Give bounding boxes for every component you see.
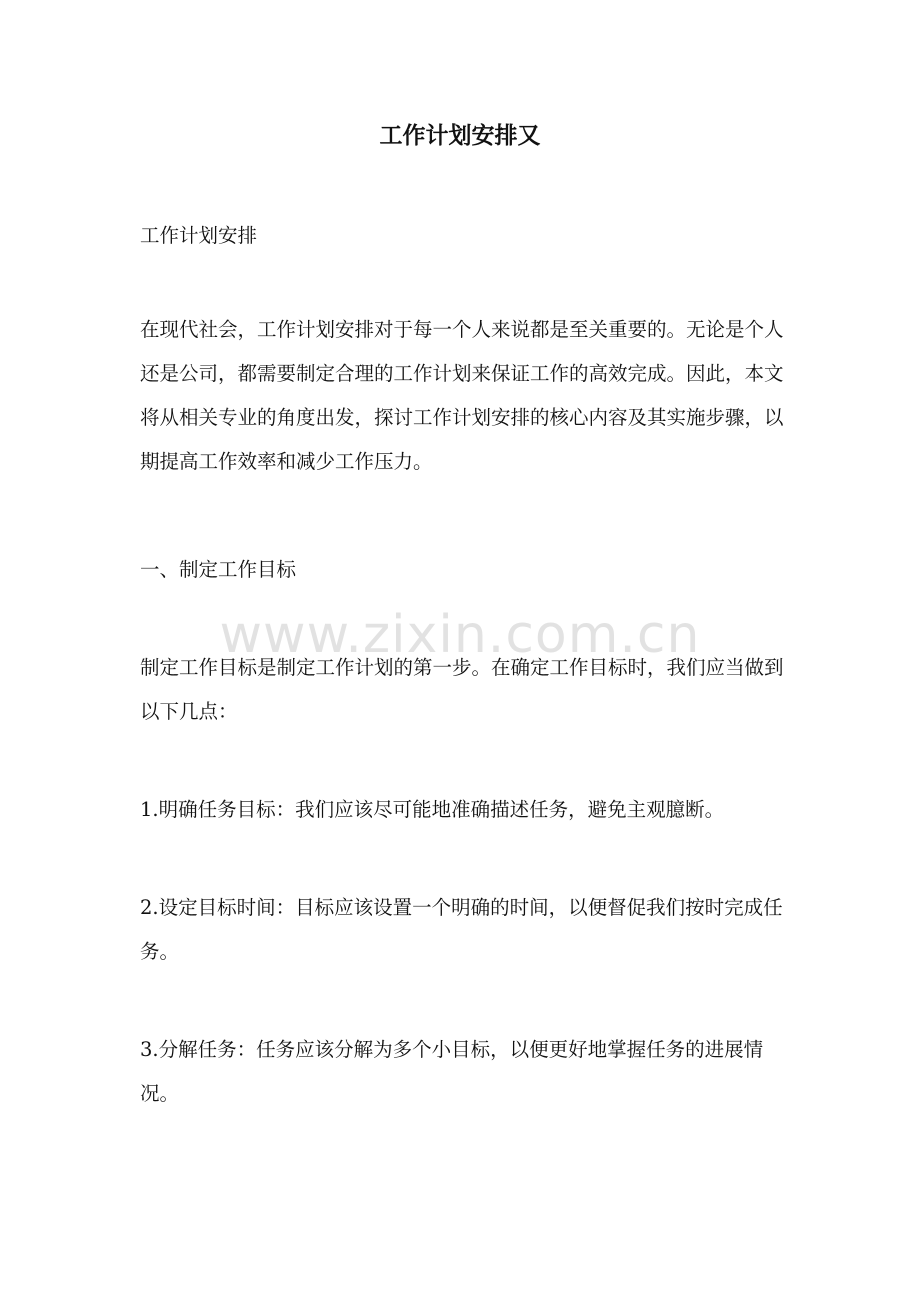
watermark-text: www.zixin.com.cn (219, 605, 701, 665)
list-item-1: 1.明确任务目标：我们应该尽可能地准确描述任务，避免主观臆断。 (140, 798, 725, 821)
section-heading: 工作计划安排 (140, 224, 258, 247)
section-heading-goals: 一、制定工作目标 (140, 558, 297, 581)
list-item-3: 3.分解任务：任务应该分解为多个小目标，以便更好地掌握任务的进展情况。 (140, 1038, 764, 1105)
intro-paragraph: 在现代社会，工作计划安排对于每一个人来说都是至关重要的。无论是个人还是公司，都需要制定合理的工作计划来保证工作的高效完成。因此，本文将从相关专业的角度出发，探讨工作计划安排的核心内容及其实施步骤，以期提高工作效率和减少工作压力。 (140, 318, 784, 473)
document-title: 工作计划安排又 (379, 123, 541, 149)
list-item-2: 2.设定目标时间：目标应该设置一个明确的时间，以便督促我们按时完成任务。 (140, 896, 783, 963)
goals-paragraph: 制定工作目标是制定工作计划的第一步。在确定工作目标时，我们应当做到以下几点： (140, 656, 784, 723)
